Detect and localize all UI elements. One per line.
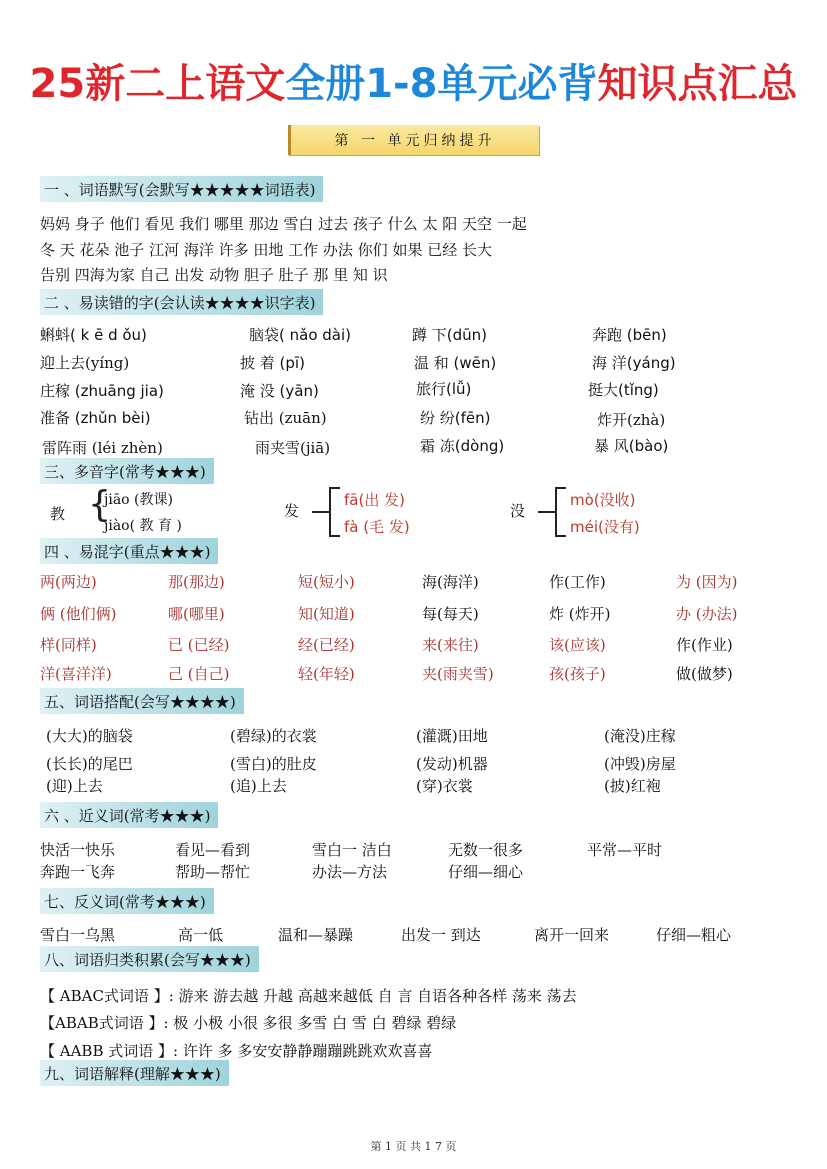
bracket-icon [534,484,570,540]
vocab-line-2: 冬 天 花朵 池子 江河 海洋 许多 田地 工作 办法 你们 如果 已经 长大 [40,241,492,259]
misread-item: 脑袋( nǎo dài) [249,326,351,344]
section-heading-4: 四 、易混字(重点★★★) [40,538,218,564]
page-footer: 第 1 页 共 1 7 页 [370,1140,457,1153]
collocation-item: (披)红袍 [604,777,661,795]
confusable-item: 作(工作) [549,573,606,591]
polyphone-reading: jiào( 教 育 ) [104,518,182,534]
collocation-item: (追)上去 [230,777,287,795]
confusable-item: 轻(年轻) [298,665,355,683]
confusable-item: 已 (已经) [168,636,230,654]
synonym-item: 无数一很多 [448,841,524,859]
polyphone-reading: méi(没有) [570,518,640,536]
category-label: 【 ABAC式词语 】 [40,987,169,1005]
confusable-item: 海(海洋) [422,573,479,591]
collocation-item: (雪白)的肚皮 [230,755,317,773]
polyphone-reading: fā(出 发) [344,491,405,509]
confusable-item: 经(已经) [298,636,355,654]
synonym-item: 快活一快乐 [40,841,116,859]
misread-item: 雷阵雨 (léi zhèn) [42,439,163,457]
confusable-item: 俩 (他们俩) [40,605,117,623]
category-words: : 游来 游去越 升越 高越来越低 自 言 自语各种各样 荡来 荡去 [168,987,577,1005]
confusable-item: 来(来往) [422,636,479,654]
section-heading-2: 二 、易读错的字(会认读★★★★识字表) [40,289,323,315]
confusable-item: 做(做梦) [676,665,733,683]
polyphone-char-jiao: 教 [50,505,66,523]
synonym-item: 平常—平时 [587,841,663,859]
category-label: 【ABAB式词语 】 [40,1014,164,1032]
polyphone-reading: mò(没收) [570,491,636,509]
antonym-item: 高一低 [178,926,224,944]
misread-item: 炸开(zhà) [597,411,666,429]
section-heading-6: 六 、近义词(常考★★★) [40,802,218,828]
confusable-item: 夹(雨夹雪) [422,665,494,683]
vocab-line-3: 告别 四海为家 自己 出发 动物 胆子 肚子 那 里 知 识 [40,266,388,284]
misread-item: 庄稼 (zhuāng jia) [40,382,164,400]
title-part3: 知识点汇总 [597,61,798,107]
antonym-item: 离开一回来 [534,926,610,944]
title-part1: 25新二上语文 [29,61,286,107]
confusable-item: 炸 (炸开) [549,605,611,623]
misread-item: 蹲 下(dūn) [412,326,488,344]
antonym-item: 仔细—粗心 [656,926,732,944]
confusable-item: 为 (因为) [676,573,738,591]
misread-item: 海 洋(yáng) [592,354,676,372]
misread-item: 霜 冻(dòng) [420,437,505,455]
synonym-item: 仔细—细心 [448,863,524,881]
collocation-item: (发动)机器 [416,755,488,773]
section-heading-5: 五、词语搭配(会写★★★★) [40,688,244,714]
confusable-item: 每(每天) [422,605,479,623]
category-label: 【 AABB 式词语 】 [40,1042,174,1060]
collocation-item: (冲毁)房屋 [604,755,676,773]
collocation-item: (淹没)庄稼 [604,727,676,745]
collocation-item: (碧绿)的衣裳 [230,727,317,745]
section-heading-7: 七、反义词(常考★★★) [40,888,214,914]
brace-icon: { [88,484,111,525]
polyphone-reading: jiāo (教课) [104,492,173,508]
confusable-item: 知(知道) [298,605,355,623]
section-heading-9: 九、词语解释(理解★★★) [40,1060,229,1086]
confusable-item: 哪(哪里) [168,605,225,623]
synonym-item: 雪白一 洁白 [312,841,392,859]
misread-item: 迎上去(yíng) [40,354,130,372]
section-heading-3: 三、多音字(常考★★★) [40,458,214,484]
category-words: : 极 小极 小很 多很 多雪 白 雪 白 碧绿 碧绿 [163,1014,457,1032]
synonym-item: 奔跑一飞奔 [40,863,116,881]
antonym-item: 出发一 到达 [401,926,481,944]
confusable-item: 办 (办法) [676,605,738,623]
confusable-item: 样(同样) [40,636,97,654]
misread-item: 蝌蚪( k ē d ǒu) [40,326,147,344]
polyphone-reading: fà (毛 发) [344,518,410,536]
unit-heading: 第 一 单元归纳提升 [288,125,539,155]
antonym-item: 温和—暴躁 [278,926,354,944]
section-heading-1: 一 、词语默写(会默写★★★★★词语表) [40,176,323,202]
misread-item: 挺大(tǐng) [588,381,659,399]
polyphone-char-fa: 发 [284,502,300,520]
misread-item: 披 着 (pī) [240,354,305,372]
title-part2: 全册1-8单元必背 [285,61,598,107]
confusable-item: 短(短小) [298,573,355,591]
misread-item: 准备 (zhǔn bèi) [40,409,151,427]
confusable-item: 两(两边) [40,573,97,591]
vocab-line-1: 妈妈 身子 他们 看见 我们 哪里 那边 雪白 过去 孩子 什么 太 阳 天空 一起 [40,215,527,233]
collocation-item: (灌溉)田地 [416,727,488,745]
confusable-item: 己 (自己) [168,665,230,683]
synonym-item: 帮助—帮忙 [175,863,251,881]
confusable-item: 那(那边) [168,573,225,591]
synonym-item: 看见—看到 [175,841,251,859]
section-heading-8: 八、词语归类积累(会写★★★) [40,946,259,972]
misread-item: 温 和 (wēn) [414,354,497,372]
polyphone-char-mei: 没 [510,502,526,520]
antonym-item: 雪白一乌黑 [40,926,116,944]
misread-item: 钻出 (zuān) [244,409,327,427]
collocation-item: (长长)的尾巴 [46,755,133,773]
confusable-item: 洋(喜洋洋) [40,665,112,683]
misread-item: 淹 没 (yān) [240,382,319,400]
synonym-item: 办法—方法 [312,863,388,881]
category-row [40,1040,432,1061]
misread-item: 雨夹雪(jiā) [255,439,331,457]
bracket-icon [308,484,344,540]
collocation-item: (迎)上去 [46,777,103,795]
category-words: : 许许 多 多安安静静蹦蹦跳跳欢欢喜喜 [173,1042,433,1060]
collocation-item: (穿)衣裳 [416,777,473,795]
misread-item: 暴 风(bào) [594,437,669,455]
collocation-item: (大大)的脑袋 [46,727,133,745]
confusable-item: 该(应该) [549,636,606,654]
category-row [40,1012,456,1033]
category-row [40,985,577,1006]
misread-item: 旅行(lǚ) [416,380,472,398]
misread-item: 纷 纷(fēn) [420,409,491,427]
confusable-item: 作(作业) [676,636,733,654]
page-title [0,52,827,109]
confusable-item: 孩(孩子) [549,665,606,683]
misread-item: 奔跑 (bēn) [592,326,667,344]
